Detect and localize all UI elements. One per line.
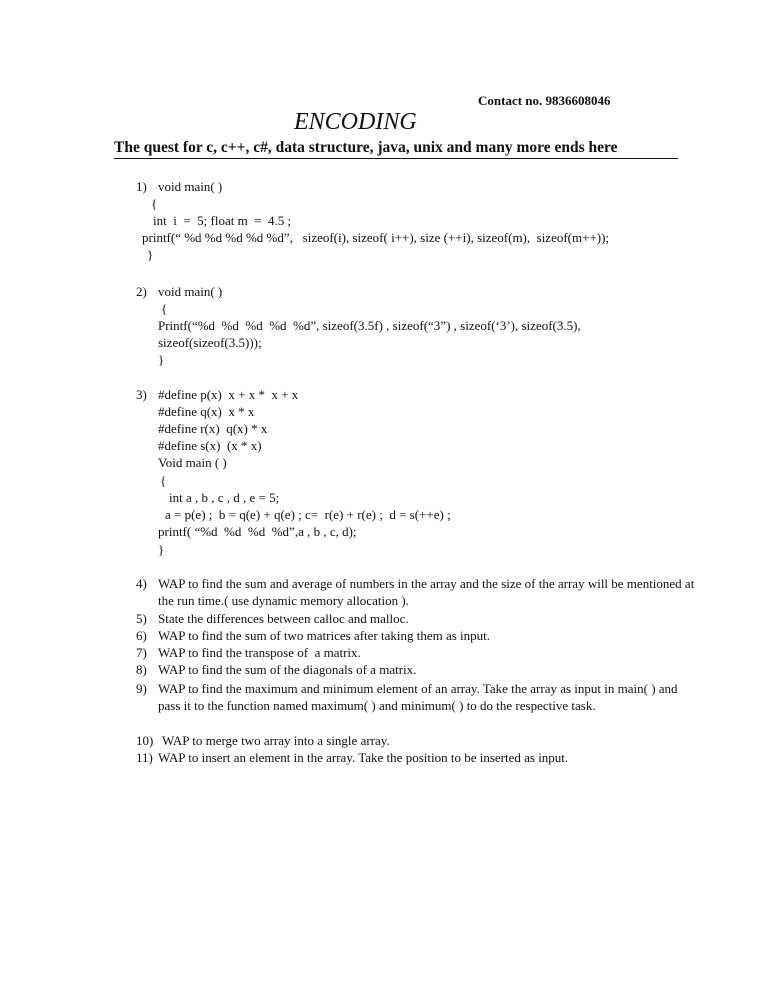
code-line: }: [158, 542, 165, 557]
question-number: 2): [136, 284, 147, 299]
question-number: 1): [136, 179, 147, 194]
question-text: State the differences between calloc and malloc.: [158, 611, 409, 626]
page-title: ENCODING: [294, 109, 417, 135]
code-line: sizeof(sizeof(3.5)));: [158, 335, 262, 350]
code-line: {: [151, 196, 158, 211]
question-number: 8): [136, 662, 147, 677]
code-line: printf(“ %d %d %d %d %d”, sizeof(i), sizeof( i++), size (++i), sizeof(m), sizeof(m++));: [142, 230, 610, 245]
question-number: 7): [136, 645, 147, 660]
title-divider: [114, 158, 678, 159]
question-text: WAP to find the sum and average of numbers in the array and the size of the array will be mentioned at the run time.( use dynamic memory allocation ).: [158, 576, 695, 608]
code-line: Void main ( ): [158, 455, 227, 470]
code-line: #define q(x) x * x: [158, 404, 255, 419]
code-line: #define p(x) x + x * x + x: [158, 387, 299, 402]
code-line: {: [161, 301, 168, 316]
code-line: }: [147, 247, 154, 262]
question-text: WAP to find the transpose of a matrix.: [158, 645, 361, 660]
code-line: #define r(x) q(x) * x: [158, 421, 268, 436]
question-number: 10): [136, 733, 154, 748]
question-number: 9): [136, 681, 147, 696]
question-number: 6): [136, 628, 147, 643]
code-line: void main( ): [158, 284, 223, 299]
question-text: WAP to find the sum of the diagonals of a matrix.: [158, 662, 417, 677]
page-subtitle: The quest for c, c++, c#, data structure, java, unix and many more ends here: [114, 139, 618, 156]
code-line: Printf(“%d %d %d %d %d”, sizeof(3.5f) , sizeof(“3”) , sizeof(‘3’), sizeof(3.5),: [158, 318, 581, 333]
question-text: WAP to merge two array into a single array.: [162, 733, 390, 748]
code-line: }: [158, 352, 165, 367]
contact-number: Contact no. 9836608046: [478, 93, 611, 108]
question-number: 5): [136, 611, 147, 626]
code-line: printf( “%d %d %d %d”,a , b , c, d);: [158, 524, 357, 539]
question-text: WAP to insert an element in the array. Take the position to be inserted as input.: [158, 750, 569, 765]
question-text: WAP to find the maximum and minimum element of an array. Take the array as input in main( ) and pass it to the function named maximum( ) and minimum( ) to do the respective task.: [158, 681, 678, 713]
code-line: int a , b , c , d , e = 5;: [169, 490, 280, 505]
code-line: int i = 5; float m = 4.5 ;: [153, 213, 292, 228]
code-line: #define s(x) (x * x): [158, 438, 262, 453]
code-line: a = p(e) ; b = q(e) + q(e) ; c= r(e) + r(e) ; d = s(++e) ;: [165, 507, 451, 522]
code-line: void main( ): [158, 179, 223, 194]
question-text: WAP to find the sum of two matrices after taking them as input.: [158, 628, 491, 643]
question-number: 3): [136, 387, 147, 402]
code-line: {: [160, 473, 167, 488]
question-number: 4): [136, 576, 147, 591]
question-number: 11): [136, 750, 153, 765]
